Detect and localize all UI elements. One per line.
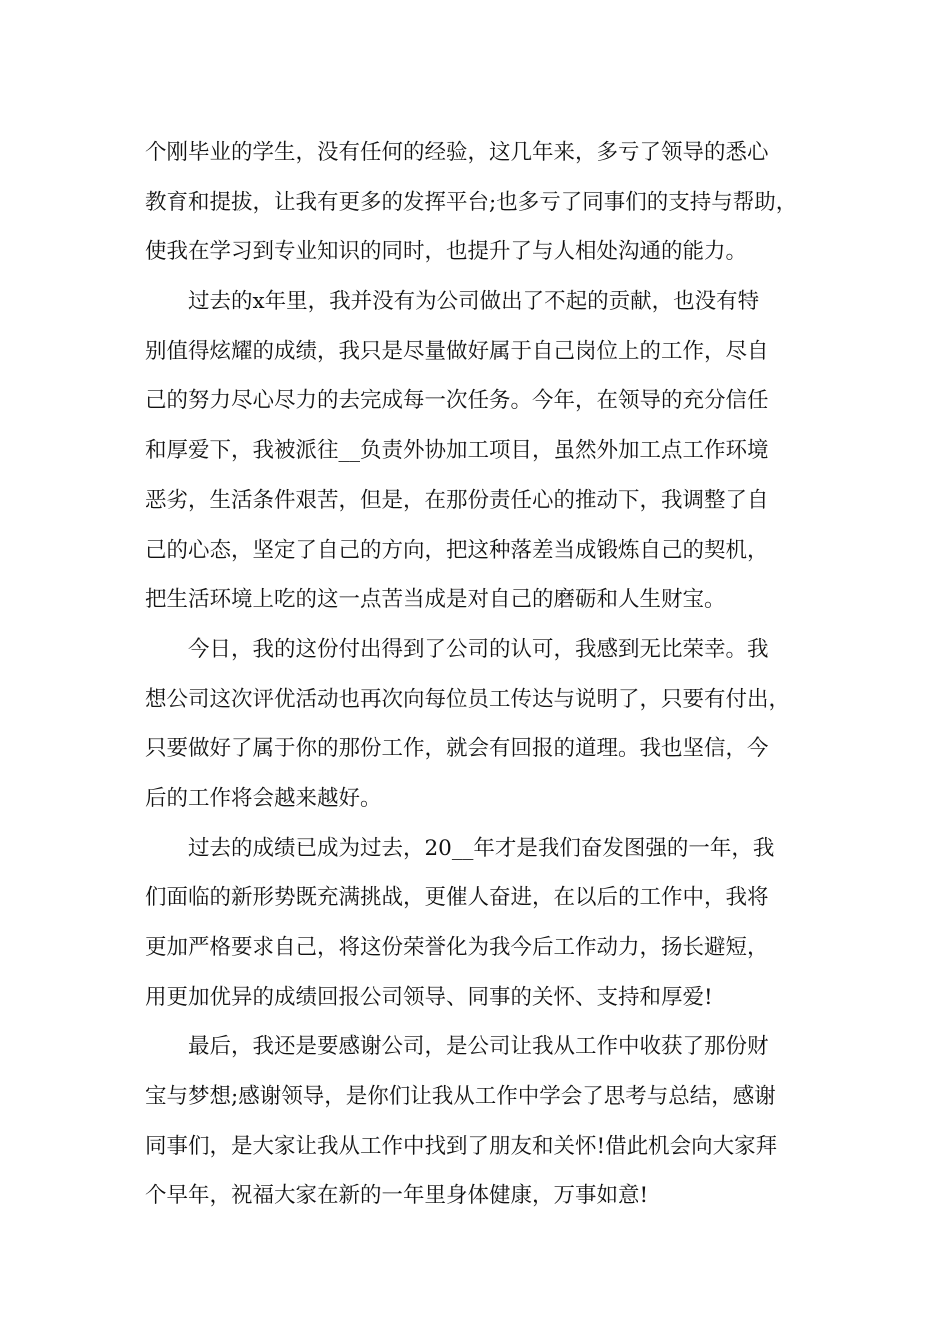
text-line: 们面临的新形势既充满挑战，更催人奋进，在以后的工作中，我将 <box>145 885 769 911</box>
text-line: 过去的成绩已成为过去，20__年才是我们奋发图强的一年，我 <box>145 835 775 861</box>
document-body <box>145 128 827 1221</box>
text-line: 后的工作将会越来越好。 <box>145 785 382 811</box>
text-line: 和厚爱下，我被派往__负责外协加工项目，虽然外加工点工作环境 <box>145 438 769 464</box>
text-line: 己的心态，坚定了自己的方向，把这种落差当成锻炼自己的契机， <box>145 537 769 563</box>
text-line: 想公司这次评优活动也再次向每位员工传达与说明了，只要有付出， <box>145 686 791 712</box>
text-line: 过去的x年里，我并没有为公司做出了不起的贡献，也没有特 <box>145 289 760 315</box>
text-line: 同事们，是大家让我从工作中找到了朋友和关怀!借此机会向大家拜 <box>145 1133 778 1159</box>
text-line: 别值得炫耀的成绩，我只是尽量做好属于自己岗位上的工作，尽自 <box>145 338 769 364</box>
text-line: 个刚毕业的学生，没有任何的经验，这几年来，多亏了领导的悉心 <box>145 140 769 165</box>
text-line: 己的努力尽心尽力的去完成每一次任务。今年，在领导的充分信任 <box>145 388 769 414</box>
text-line: 个早年，祝福大家在新的一年里身体健康，万事如意! <box>145 1183 649 1209</box>
text-line: 只要做好了属于你的那份工作，就会有回报的道理。我也坚信，今 <box>145 736 769 762</box>
text-line: 把生活环境上吃的这一点苦当成是对自己的磨砺和人生财宝。 <box>145 587 726 613</box>
text-line: 最后，我还是要感谢公司，是公司让我从工作中收获了那份财 <box>145 1034 769 1060</box>
text-line: 更加严格要求自己，将这份荣誉化为我今后工作动力，扬长避短， <box>145 935 769 960</box>
text-line: 使我在学习到专业知识的同时，也提升了与人相处沟通的能力。 <box>145 239 748 265</box>
text-line: 教育和提拔，让我有更多的发挥平台;也多亏了同事们的支持与帮助， <box>145 189 798 215</box>
text-line: 恶劣，生活条件艰苦，但是，在那份责任心的推动下，我调整了自 <box>145 487 769 513</box>
text-line: 宝与梦想;感谢领导，是你们让我从工作中学会了思考与总结，感谢 <box>145 1084 776 1110</box>
text-line: 用更加优异的成绩回报公司领导、同事的关怀、支持和厚爱! <box>145 984 713 1010</box>
text-line: 今日，我的这份付出得到了公司的认可，我感到无比荣幸。我 <box>145 636 769 662</box>
